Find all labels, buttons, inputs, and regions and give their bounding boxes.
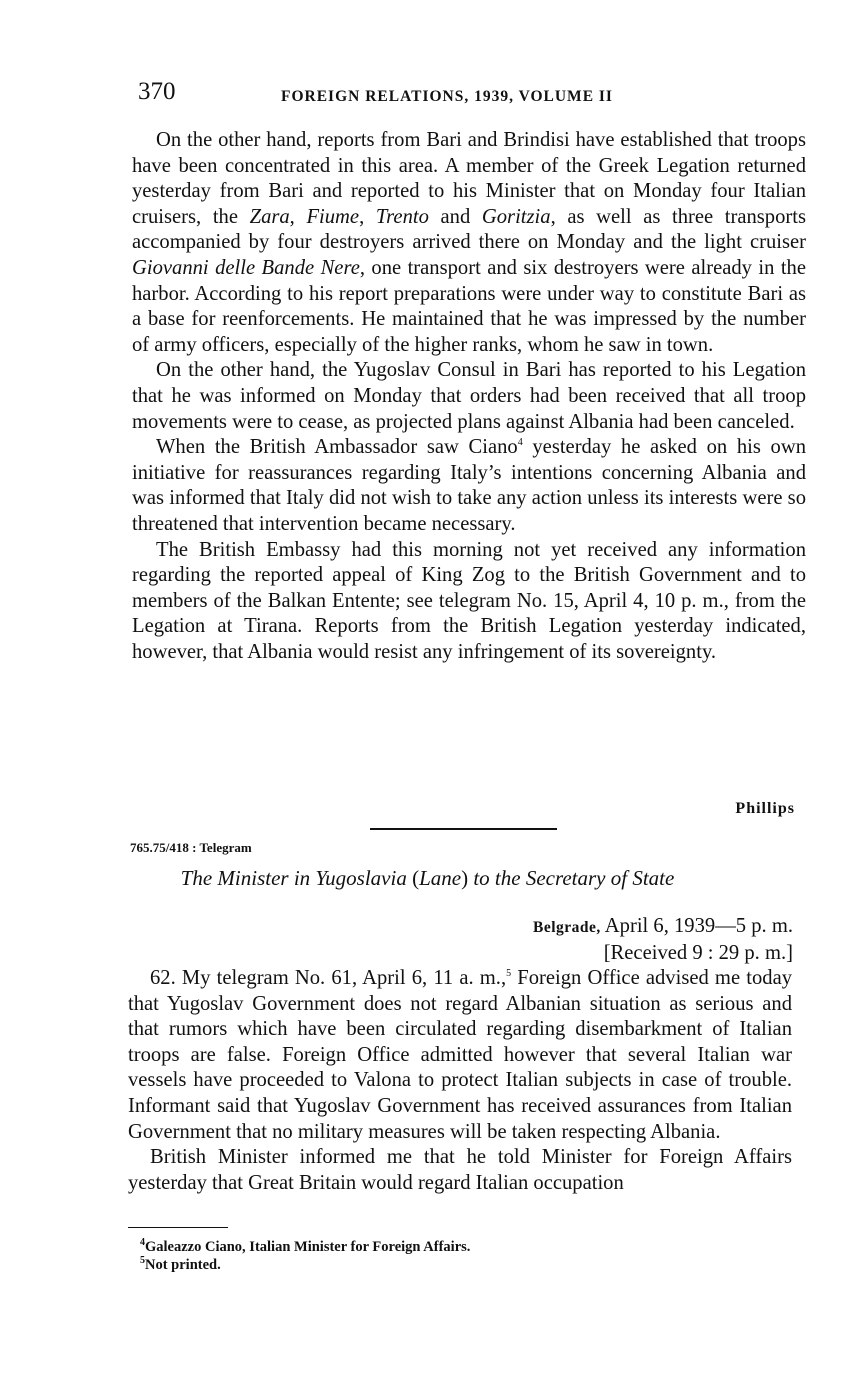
dateline-place: Belgrade, [533,919,601,936]
telegram-body-lane [128,966,792,1196]
section-divider [370,828,557,830]
received-time: [Received 9 : 29 p. m.] [603,941,793,964]
footnote: $^4$Galeazzo Ciano, Italian Minister for Foreign Affairs. [140,1237,471,1255]
paragraph: 62. My telegram No. 61, April 6, 11 a. m.,$^5$ Foreign Office advised me today that Yugoslav Government does not regard Albanian situation as serious and that rumors which have been circulated regarding disembarkment of Italian troops are false. Foreign Office admitted however that several Italian war vessels have proceeded to Valona to protect Italian subjects in case of trouble. Informant said that Yugoslav Government has received assurances from Italian Government that no military measures will be taken respecting Albania. [128,967,793,1143]
footnotes [140,1238,470,1274]
paragraph: When the British Ambassador saw Ciano$^4$ yesterday he asked on his own initiative for reassurances regarding Italy’s intentions concerning Albania and was informed that Italy did not wish to take any action unless its interests were so threatened that intervention became necessary. [132,436,806,535]
dateline-date: April 6, 1939—5 p. m. [600,915,793,937]
file-reference: 765.75/418 : Telegram [130,840,252,855]
paragraph: The British Embassy had this morning not yet received any information regarding the reported appeal of King Zog to the British Government and to members of the Balkan Entente; see telegram No. 15, April 4, 10 p. m., from the Legation at Tirana. Reports from the British Legation yesterday indicated, however, that Albania would resist any infringement of its sovereignty. [132,538,806,663]
dateline [533,914,793,966]
document-caption: The Minister in Yugoslavia (Lane) to the Secretary of State [180,866,675,890]
footnote-rule [128,1227,228,1228]
running-title: FOREIGN RELATIONS, 1939, VOLUME II [281,88,613,105]
paragraph: British Minister informed me that he told Minister for Foreign Affairs yesterday that Great Britain would regard Italian occupation [128,1146,792,1194]
footnote-marker: 5 [506,968,512,980]
telegram-body-phillips [132,128,806,665]
page-number: 370 [138,78,176,105]
signature: Phillips [735,800,795,817]
page-header [138,78,808,108]
footnote: $^5$Not printed. [140,1255,221,1273]
footnote-marker: 4 [517,437,523,449]
paragraph: On the other hand, reports from Bari and Brindisi have established that troops have been concentrated in this area. A member of the Greek Legation returned yesterday from Bari and reported to his Minister that on Monday four Italian cruisers, the Zara, Fiume, Trento and Goritzia, as well as three transports accompanied by four destroyers arrived there on Monday and the light cruiser Giovanni delle Bande Nere, one transport and six destroyers were already in the harbor. According to his report preparations were under way to constitute Bari as a base for reenforcements. He maintained that he was impressed by the number of army officers, especially of the higher ranks, whom he saw in town. [132,129,806,356]
paragraph: On the other hand, the Yugoslav Consul in Bari has reported to his Legation that he was informed on Monday that orders had been received that all troop movements were to cease, as projected plans against Albania had been canceled. [132,359,806,433]
